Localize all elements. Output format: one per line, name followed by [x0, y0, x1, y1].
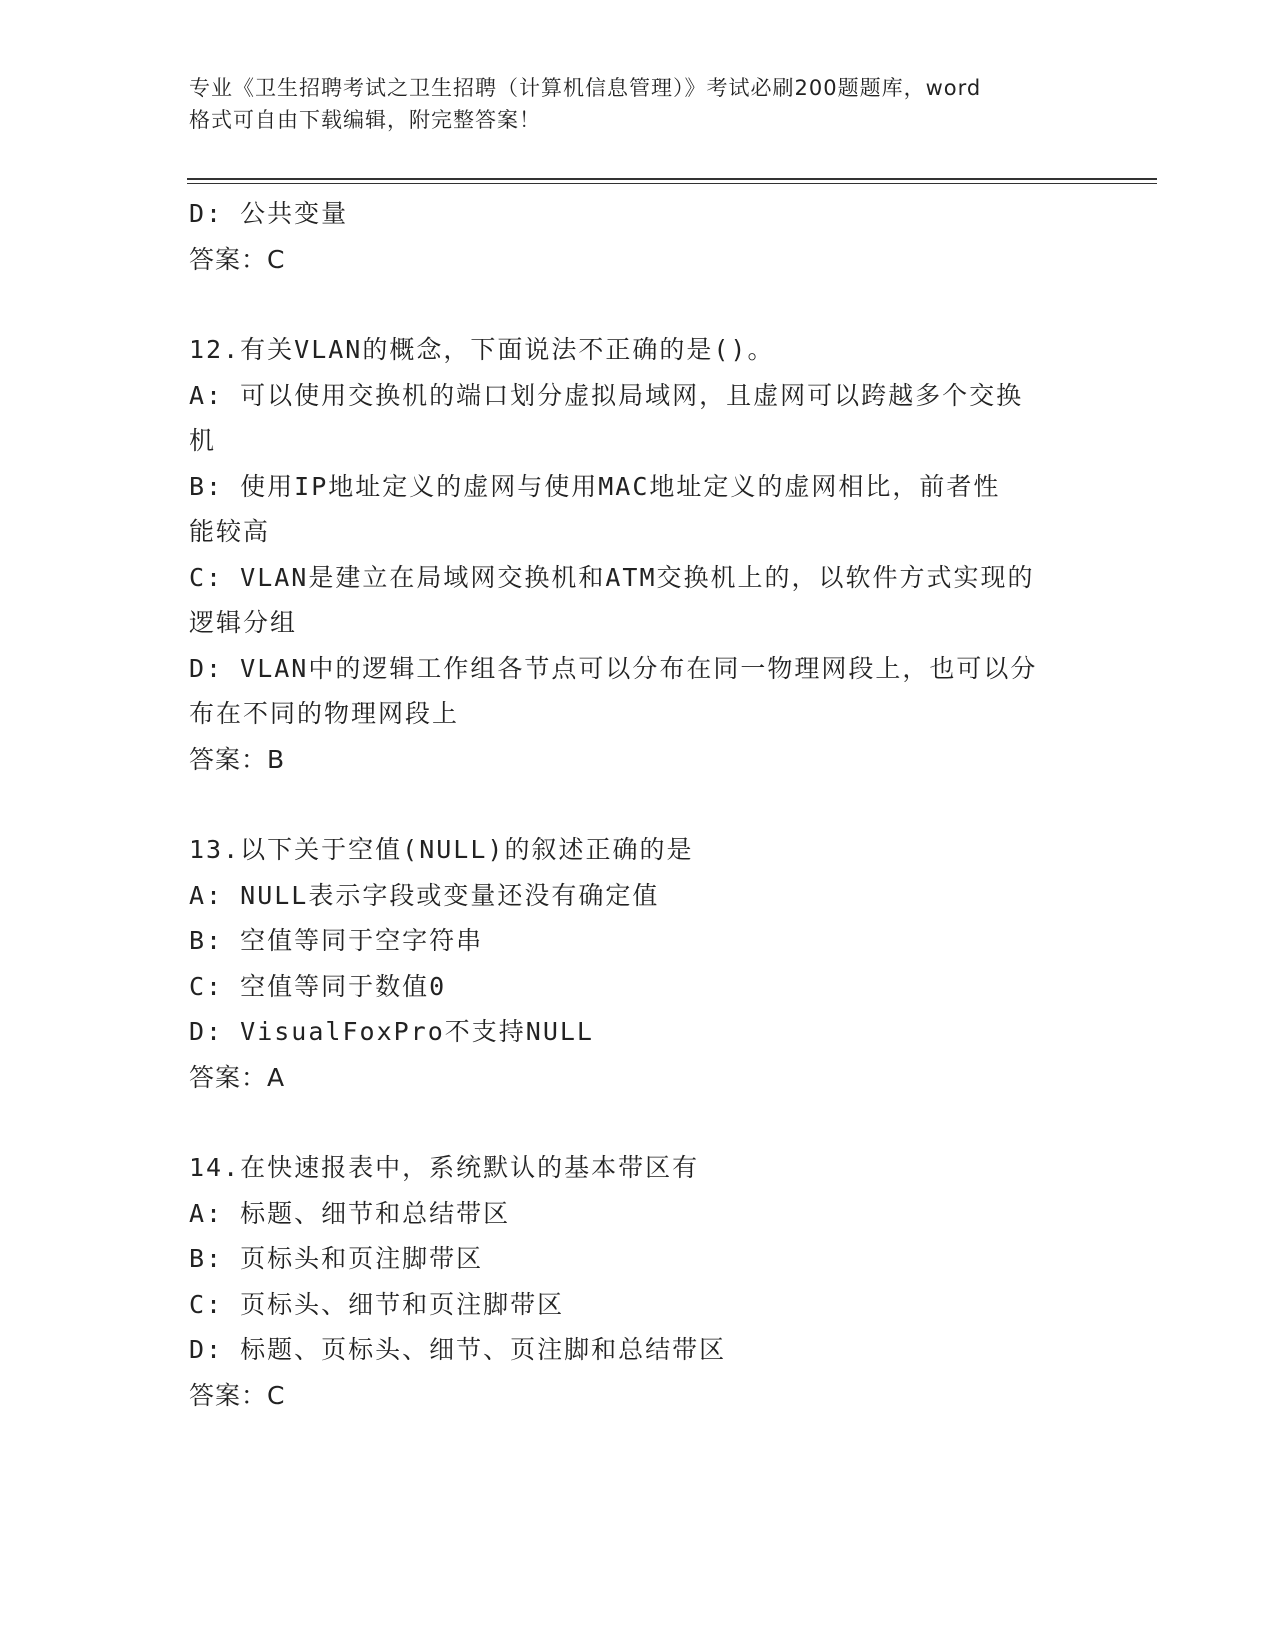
option-c: C: 页标头、细节和页注脚带区 — [189, 1289, 565, 1319]
header-divider-thick — [187, 178, 1157, 180]
previous-question-tail — [189, 191, 1089, 282]
answer-line: 答案：C — [189, 1380, 286, 1410]
option-d: D: VisualFoxPro不支持NULL — [189, 1017, 594, 1046]
question-12 — [189, 327, 1089, 782]
question-14 — [189, 1145, 1089, 1418]
option-d: D: 标题、页标头、细节、页注脚和总结带区 — [189, 1335, 727, 1364]
answer-line: 答案：A — [189, 1062, 286, 1092]
header-divider-thin — [187, 183, 1157, 184]
spacer — [189, 782, 1089, 827]
spacer — [189, 1100, 1089, 1145]
header-line-2: 格式可自由下载编辑，附完整答案！ — [189, 108, 541, 132]
question-text: 14.在快速报表中，系统默认的基本带区有 — [189, 1153, 700, 1182]
option-c-continued: 逻辑分组 — [189, 608, 298, 637]
spacer — [189, 282, 1089, 327]
document-header — [189, 72, 1089, 136]
option-b: B: 空值等同于空字符串 — [189, 926, 484, 955]
option-b: B: 页标头和页注脚带区 — [189, 1244, 484, 1273]
option-c: C: VLAN是建立在局域网交换机和ATM交换机上的，以软件方式实现的 — [189, 562, 1035, 592]
answer-line: 答案：B — [189, 744, 286, 774]
question-text: 13.以下关于空值(NULL)的叙述正确的是 — [189, 835, 694, 864]
option-b: B: 使用IP地址定义的虚网与使用MAC地址定义的虚网相比，前者性 — [189, 471, 1001, 501]
header-line-1: 专业《卫生招聘考试之卫生招聘（计算机信息管理）》考试必刷200题题库，word — [189, 76, 982, 100]
document-body — [189, 191, 1089, 1418]
question-13 — [189, 827, 1089, 1100]
option-a-continued: 机 — [189, 426, 217, 455]
option-d: D: 公共变量 — [189, 199, 349, 228]
option-c: C: 空值等同于数值0 — [189, 971, 447, 1001]
option-a: A: 标题、细节和总结带区 — [189, 1198, 511, 1228]
option-a: A: 可以使用交换机的端口划分虚拟局域网，且虚网可以跨越多个交换 — [189, 380, 1024, 410]
question-text: 12.有关VLAN的概念，下面说法不正确的是()。 — [189, 335, 775, 364]
option-d-continued: 布在不同的物理网段上 — [189, 699, 460, 728]
answer-line: 答案：C — [189, 244, 286, 274]
option-a: A: NULL表示字段或变量还没有确定值 — [189, 880, 660, 910]
option-d: D: VLAN中的逻辑工作组各节点可以分布在同一物理网段上，也可以分 — [189, 653, 1038, 683]
option-b-continued: 能较高 — [189, 517, 271, 546]
